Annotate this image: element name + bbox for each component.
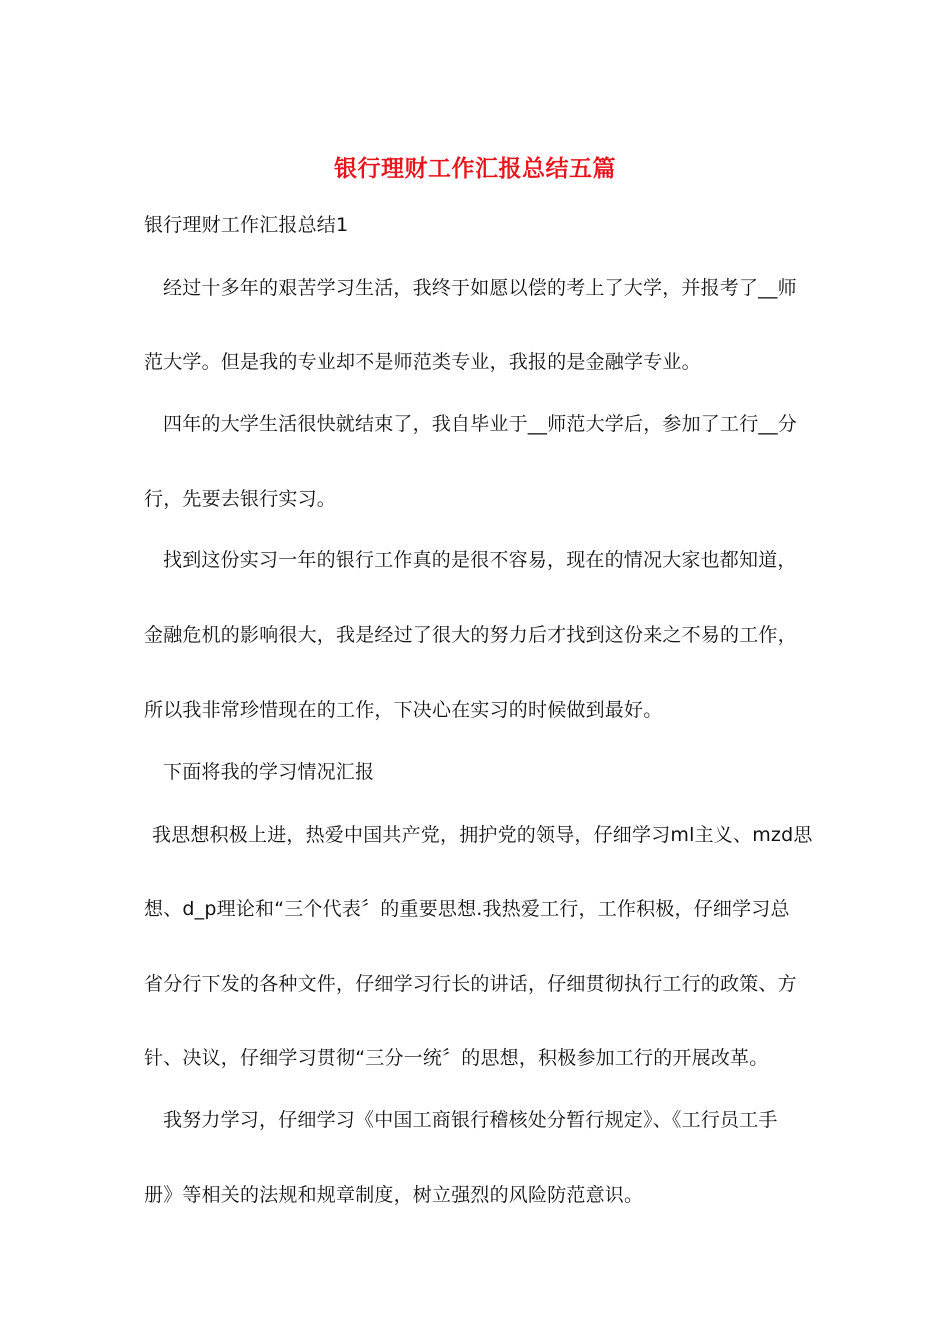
paragraph-line: 下面将我的学习情况汇报 <box>163 761 375 783</box>
paragraph-line: 行，先要去银行实习。 <box>144 488 337 510</box>
document-title: 银行理财工作汇报总结五篇 <box>334 156 616 182</box>
paragraph-line: 省分行下发的各种文件，仔细学习行长的讲话，仔细贯彻执行工行的政策、方 <box>144 973 797 995</box>
paragraph-line: 金融危机的影响很大，我是经过了很大的努力后才找到这份来之不易的工作， <box>144 624 797 646</box>
paragraph-line: 找到这份实习一年的银行工作真的是很不容易，现在的情况大家也都知道， <box>163 549 797 571</box>
paragraph-line: 经过十多年的艰苦学习生活，我终于如愿以偿的考上了大学，并报考了__师 <box>163 277 797 299</box>
paragraph-line: 我思想积极上进，热爱中国共产党，拥护党的领导，仔细学习ml主义、mzd思 <box>152 824 813 846</box>
section-heading: 银行理财工作汇报总结1 <box>144 214 349 236</box>
paragraph-line: 所以我非常珍惜现在的工作，下决心在实习的时候做到最好。 <box>144 699 663 721</box>
paragraph-line: 针、决议，仔细学习贯彻“三分一统〞的思想，积极参加工行的开展改革。 <box>144 1047 769 1069</box>
paragraph-line: 四年的大学生活很快就结束了，我自毕业于__师范大学后，参加了工行__分 <box>163 413 798 435</box>
paragraph-line: 想、d_p理论和“三个代表〞的重要思想.我热爱工行，工作积极，仔细学习总 <box>144 898 790 920</box>
paragraph-line: 册》等相关的法规和规章制度，树立强烈的风险防范意识。 <box>144 1184 644 1206</box>
paragraph-line: 范大学。但是我的专业却不是师范类专业，我报的是金融学专业。 <box>144 351 701 373</box>
paragraph-line: 我努力学习，仔细学习《中国工商银行稽核处分暂行规定》、《工行员工手 <box>163 1109 778 1131</box>
